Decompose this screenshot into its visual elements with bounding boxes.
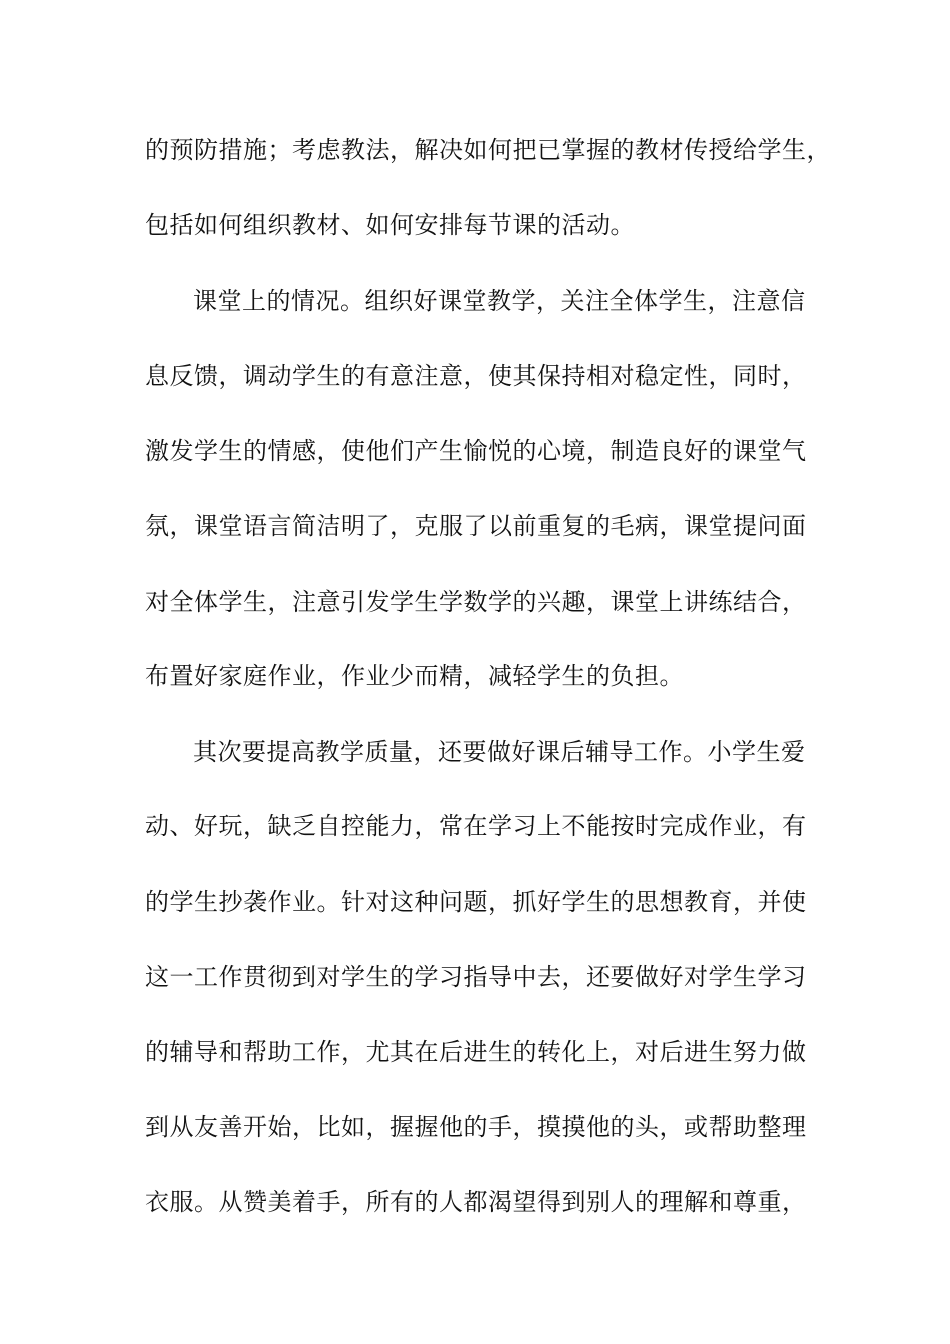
text-line-4: 息反馈，调动学生的有意注意，使其保持相对稳定性，同时，	[145, 362, 807, 390]
text-line-10: 动、好玩，缺乏自控能力，常在学习上不能按时完成作业，有	[145, 812, 807, 840]
text-line-12: 这一工作贯彻到对学生的学习指导中去，还要做好对学生学习	[145, 963, 807, 991]
text-line-7: 对全体学生，注意引发学生学数学的兴趣，课堂上讲练结合，	[145, 588, 807, 616]
text-line-6: 氛，课堂语言简洁明了，克服了以前重复的毛病，课堂提问面	[145, 512, 807, 540]
paragraph-start-line-9: 其次要提高教学质量，还要做好课后辅导工作。小学生爱	[193, 738, 806, 766]
text-line-13: 的辅导和帮助工作，尤其在后进生的转化上，对后进生努力做	[145, 1038, 807, 1066]
text-line-8: 布置好家庭作业，作业少而精，减轻学生的负担。	[145, 662, 684, 690]
text-line-11: 的学生抄袭作业。针对这种问题，抓好学生的思想教育，并使	[145, 888, 807, 916]
text-line-2: 包括如何组织教材、如何安排每节课的活动。	[145, 211, 635, 239]
text-line-1: 的预防措施；考虑教法，解决如何把已掌握的教材传授给学生，	[145, 136, 831, 164]
text-line-5: 激发学生的情感，使他们产生愉悦的心境，制造良好的课堂气	[145, 437, 807, 465]
text-line-14: 到从友善开始，比如，握握他的手，摸摸他的头，或帮助整理	[145, 1113, 807, 1141]
paragraph-start-line-3: 课堂上的情况。组织好课堂教学，关注全体学生，注意信	[193, 287, 806, 315]
text-line-15: 衣服。从赞美着手，所有的人都渴望得到别人的理解和尊重，	[145, 1188, 807, 1216]
